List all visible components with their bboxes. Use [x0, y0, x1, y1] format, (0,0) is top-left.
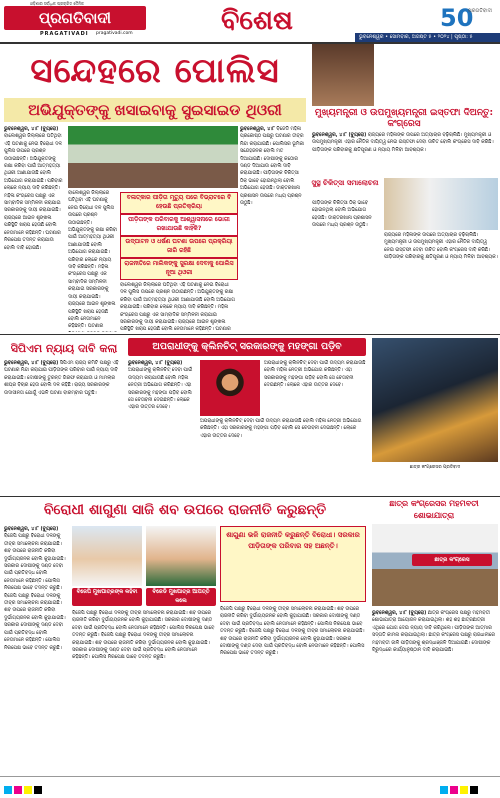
- second-story-block: [4, 360, 124, 494]
- student-congress-photo: [372, 524, 498, 606]
- right-mid-caption-block: [372, 464, 498, 494]
- bottom-body-repeat: ବିଜେପି ପକ୍ଷରୁ ବିରୋଧୀ ଦଳଙ୍କୁ ତୀବ୍ର ସମାଲୋଚନା କରାଯାଇଛି। ଶବ ଉପରେ ରାଜନୀତି କରିବା ଦୁର୍ଭାଗ୍ୟଜନକ ବୋଲି କୁହାଯାଇଛି। ସରକାର ଦୋଷୀଙ୍କୁ ଦଣ୍ଡ ଦେବା ପାଇଁ ପ୍ରତିବଦ୍ଧ ବୋଲି ନେତାମାନେ କହିଛନ୍ତି। ପୋଲିସ ନିରପେକ୍ଷ ଭାବେ ତଦନ୍ତ କରୁଛି।: [4, 593, 66, 651]
- third-body: ଅପରାଧୀଙ୍କୁ କ୍ଲିନଚିଟ୍ ଦେବା ପାଇଁ ଉଦ୍ୟମ କରାଯାଉଛି ବୋଲି ମହିଳା ନେତ୍ରୀ ଅଭିଯୋଗ କରିଛନ୍ତି। ଏହା ସରକାରଙ୍କୁ ମହଙ୍ଗା ପଡ଼ିବ ବୋଲି ସେ ଚେତାବନୀ ଦେଇଛନ୍ତି। ଲୋକେ ଏହାର ଉତ୍ତର ଦେବେ।: [128, 368, 193, 411]
- lead-body: ବାଲେଶ୍ୱର ଜିଲ୍ଲାରେ ଘଟିଥିବା ଏହି ଘଟଣାକୁ ନେଇ ବିରୋଧୀ ଦଳ ପୁଲିସ ଉପରେ ପ୍ରଶ୍ନ ଉଠାଇଛନ୍ତି। ଅଭିଯୁକ୍ତଙ୍କୁ ରକ୍ଷା କରିବା ପାଇଁ ଆତ୍ମହତ୍ୟା ଥିଓରୀ ଆଣାଯାଉଛି ବୋଲି ଅଭିଯୋଗ କରାଯାଇଛି। ପରିବାର ଲୋକେ ନ୍ୟାୟ ଦାବି କରିଛନ୍ତି। ମହିଳା କଂଗ୍ରେସ ପକ୍ଷରୁ ଏକ ସାମ୍ବାଦିକ ସମ୍ମିଳନୀ କରାଯାଇ ସରକାରଙ୍କୁ ଦାୟୀ କରାଯାଇଛି। ରାଜ୍ୟରେ ଆଇନ ଶୃଙ୍ଖଳା ପରିସ୍ଥିତି ଖରାପ ହେଉଛି ବୋଲି ନେତାମାନେ କହିଛନ୍ତି। ଘଟଣାର ନିରପେକ୍ଷ ତଦନ୍ତ କରାଯାଉ ବୋଲି ଦାବି ହୋଇଛି।: [4, 134, 63, 251]
- second-story-headline: ସିପିଏମ ନ୍ୟାୟ ଦାବି କଲା: [10, 342, 118, 355]
- right-mid-caption: ଛାତ୍ର କଂଗ୍ରେସର ପ୍ରତିବାଦ: [409, 465, 461, 470]
- mid-sub-headline: ସୁସ୍ଥ ଚିକିତ୍ସା ସମାଲୋଚନା: [311, 179, 379, 187]
- congress-meeting-photo: [384, 178, 498, 230]
- leader-portrait: [200, 360, 260, 416]
- pull-quote-3: ଉଦ୍‌ଘାଟନ ଓ ଧର୍ଷଣ ଘଟଣା ଉପରେ ପ୍ରକ୍ରିୟା ଜାରି ରହିଛି: [120, 236, 238, 258]
- anniversary-badge: 50: [440, 4, 474, 32]
- masthead-tagline: ଓଡ଼ିଶାର ସର୍ବାଧିକ ପ୍ରଚାରିତ ଦୈନିକ: [30, 1, 84, 6]
- bottom-body-5: ବିଜେପି ପକ୍ଷରୁ ବିରୋଧୀ ଦଳଙ୍କୁ ତୀବ୍ର ସମାଲୋଚନା କରାଯାଇଛି। ଶବ ଉପରେ ରାଜନୀତି କରିବା ଦୁର୍ଭାଗ୍ୟଜନକ ବୋଲି କୁହାଯାଇଛି। ସରକାର ଦୋଷୀଙ୍କୁ ଦଣ୍ଡ ଦେବା ପାଇଁ ପ୍ରତିବଦ୍ଧ ବୋଲି ନେତାମାନେ କହିଛନ୍ତି। ପୋଲିସ ନିରପେକ୍ଷ ଭାବେ ତଦନ୍ତ କରୁଛି।: [220, 629, 365, 657]
- second-body: ସିପିଏମ ରାଜ୍ୟ କମିଟି ପକ୍ଷରୁ ଏହି ଘଟଣାର ନିନ୍ଦା କରାଯାଇ ପୀଡ଼ିତାଙ୍କ ପରିବାର ପାଇଁ ନ୍ୟାୟ ଦାବି କରାଯାଇଛି। ଦୋଷୀଙ୍କୁ ତୁରନ୍ତ ଗିରଫ କରାଯାଉ ଓ ମାମଲାର ଶୀଘ୍ର ବିଚାର ହେଉ ବୋଲି ଦଳ କହିଛି। ରାଜ୍ୟ ସରକାରଙ୍କ ଉଦାସୀନତା ଯୋଗୁଁ ଏଭଳି ଘଟଣା ବାରମ୍ବାର ଘଟୁଛି।: [4, 361, 119, 396]
- mid-body-repeat: ପୀଡ଼ିତାଙ୍କ ଚିକିତ୍ସା ଠିକ୍ ଭାବେ ହୋଇନଥିଲା ବୋଲି ଅଭିଯୋଗ ହେଉଛି। ଡାକ୍ତରଖାନା ପ୍ରଶାସନ ଉପରେ ମଧ୍ୟ ପ୍ରଶ୍ନ ଉଠୁଛି।: [240, 171, 302, 207]
- lead-dateline: ଭୁବନେଶ୍ୱର, ୪।୮ (ବ୍ୟୁରୋ): [4, 127, 59, 132]
- bottom-dateline: ଭୁବନେଶ୍ୱର, ୪।୮ (ବ୍ୟୁରୋ): [4, 527, 59, 532]
- bottom-story-col-1: [4, 526, 68, 772]
- victim-photo: [312, 44, 374, 106]
- third-body-2: ଅପରାଧୀଙ୍କୁ କ୍ଲିନଚିଟ୍ ଦେବା ପାଇଁ ଉଦ୍ୟମ କରାଯାଉଛି ବୋଲି ମହିଳା ନେତ୍ରୀ ଅଭିଯୋଗ କରିଛନ୍ତି। ଏହା ସରକାରଙ୍କୁ ମହଙ୍ଗା ପଡ଼ିବ ବୋଲି ସେ ଚେତାବନୀ ଦେଇଛନ୍ତି। ଲୋକେ ଏହାର ଉତ୍ତର ଦେବେ।: [200, 419, 362, 439]
- bottom-right-block: [372, 610, 498, 772]
- section-title: ବିଶେଷ: [221, 5, 293, 36]
- bottom-body: ବିଜେପି ପକ୍ଷରୁ ବିରୋଧୀ ଦଳଙ୍କୁ ତୀବ୍ର ସମାଲୋଚନା କରାଯାଇଛି। ଶବ ଉପରେ ରାଜନୀତି କରିବା ଦୁର୍ଭାଗ୍ୟଜନକ ବୋଲି କୁହାଯାଇଛି। ସରକାର ଦୋଷୀଙ୍କୁ ଦଣ୍ଡ ଦେବା ପାଇଁ ପ୍ରତିବଦ୍ଧ ବୋଲି ନେତାମାନେ କହିଛନ୍ତି। ପୋଲିସ ନିରପେକ୍ଷ ଭାବେ ତଦନ୍ତ କରୁଛି।: [4, 534, 66, 592]
- row-divider-2: [0, 496, 500, 497]
- third-dateline: ଭୁବନେଶ୍ୱର, ୪।୮ (ବ୍ୟୁରୋ): [128, 361, 183, 366]
- print-registration-strip: [0, 776, 500, 789]
- logo-subtitle: PRAGATIVADI: [40, 31, 89, 37]
- third-body-3: ଅପରାଧୀଙ୍କୁ କ୍ଲିନଚିଟ୍ ଦେବା ପାଇଁ ଉଦ୍ୟମ କରାଯାଉଛି ବୋଲି ମହିଳା ନେତ୍ରୀ ଅଭିଯୋଗ କରିଛନ୍ତି। ଏହା ସରକାରଙ୍କୁ ମହଙ୍ଗା ପଡ଼ିବ ବୋଲି ସେ ଚେତାବନୀ ଦେଇଛନ୍ତି। ଲୋକେ ଏହାର ଉତ୍ତର ଦେବେ।: [264, 361, 366, 389]
- lead-body-3: ବାଲେଶ୍ୱର ଜିଲ୍ଲାରେ ଘଟିଥିବା ଏହି ଘଟଣାକୁ ନେଇ ବିରୋଧୀ ଦଳ ପୁଲିସ ଉପରେ ପ୍ରଶ୍ନ ଉଠାଇଛନ୍ତି। ଅଭିଯୁକ୍ତଙ୍କୁ ରକ୍ଷା କରିବା ପାଇଁ ଆତ୍ମହତ୍ୟା ଥିଓରୀ ଆଣାଯାଉଛି ବୋଲି ଅଭିଯୋଗ କରାଯାଇଛି। ପରିବାର ଲୋକେ ନ୍ୟାୟ ଦାବି କରିଛନ୍ତି। ମହିଳା କଂଗ୍ରେସ ପକ୍ଷରୁ ଏକ ସାମ୍ବାଦିକ ସମ୍ମିଳନୀ କରାଯାଇ ସରକାରଙ୍କୁ ଦାୟୀ କରାଯାଇଛି। ରାଜ୍ୟରେ ଆଇନ ଶୃଙ୍ଖଳା ପରିସ୍ଥିତି ଖରାପ ହେଉଛି ବୋଲି ନେତାମାନେ କହିଛନ୍ତି। ଘଟଣାର: [120, 283, 235, 332]
- right-top-body-2: ରାଜ୍ୟରେ ମହିଳାଙ୍କ ଉପରେ ଅତ୍ୟାଚାର ବଢ଼ିଚାଲିଛି। ମୁଖ୍ୟମନ୍ତ୍ରୀ ଓ ଉପମୁଖ୍ୟମନ୍ତ୍ରୀ ଏହାର ନୈତିକ ଦାୟିତ୍ୱ ନେଇ ଇସ୍ତଫା ଦେବା ଉଚିତ ବୋଲି କଂଗ୍ରେସ ଦାବି କରିଛି। ପୀଡ଼ିତାଙ୍କ ପରିବାରକୁ କ୍ଷତିପୂରଣ ଓ ନ୍ୟାୟ ମିଳିବା ଆବଶ୍ୟକ।: [384, 233, 498, 261]
- pull-quote-4: ରାଜନୀତିରେ ମାଲିକଙ୍କୁ ସୁରକ୍ଷା ଦେବାକୁ ପୋଲିସ ନୂଆ ଥିଓରୀ: [120, 258, 238, 280]
- mid-sub-block: [312, 200, 380, 332]
- lead-subheadline: ଅଭିଯୁକ୍ତଙ୍କୁ ଖସାଇବାକୁ ସୁଇସାଇଡ ଥିଓରୀ: [4, 98, 306, 122]
- bottom-right-headline: ଛାତ୍ର କଂଗ୍ରେସର ମହମବତୀ ଶୋଭାଯାତ୍ରା: [389, 499, 479, 520]
- bottom-story-col-3: [220, 606, 366, 772]
- page-dateline: ଭୁବନେଶ୍ୱର • ସୋମବାର, ଅଗଷ୍ଟ ୫ • ୨୦୨୪ | ପୃଷ୍ଠା: ୫: [355, 33, 500, 42]
- third-story-block-3: [264, 360, 366, 416]
- mid-body: ବିଜେଡି ମହିଳା ପ୍ରକୋଷ୍ଠ ପକ୍ଷରୁ ଘଟଣାର ତୀବ୍ର ନିନ୍ଦା କରାଯାଇଛି। ପୋଲିସର ଭୂମିକା ସନ୍ଦେହଜନକ ବୋଲି ମତ ଦିଆଯାଇଛି। ଦୋଷୀଙ୍କୁ କଠୋର ଦଣ୍ଡ ଦିଆଯାଉ ବୋଲି ଦାବି କରାଯାଇଛି।: [240, 127, 305, 177]
- pull-quote-2: ପୀଡ଼ିତାଙ୍କ ପରିବାରକୁ ଆଶ୍ୱାସନାରେ ଭୋଗୀ ରଖାଯାଉଛି କାହିଁକି?: [120, 214, 238, 236]
- candle-march-photo: [372, 338, 498, 462]
- third-story-headline: ଅପରାଧୀଙ୍କୁ କ୍ଲିନଚିଟ୍ ସରକାରଙ୍କୁ ମହଙ୍ଗା ପଡ଼ିବ: [128, 338, 366, 356]
- right-top-headline: ମୁଖ୍ୟମନ୍ତ୍ରୀ ଓ ଉପମୁଖ୍ୟମନ୍ତ୍ରୀ ଇସ୍ତଫା ଦିଅନ୍ତୁ: କଂଗ୍ରେସ: [314, 108, 494, 129]
- website-text: pragativadi.com: [96, 31, 133, 36]
- cmyk-marks-left: [4, 779, 44, 798]
- right-top-body-block: [312, 132, 498, 176]
- bottom-right-body: ଛାତ୍ର କଂଗ୍ରେସ ପକ୍ଷରୁ ମହମବତୀ ଶୋଭାଯାତ୍ରା ଆୟୋଜନ କରାଯାଇଥିଲା। ଶହ ଶହ ଛାତ୍ରଛାତ୍ରୀ ଏଥିରେ ଯୋଗ ଦେଇ ନ୍ୟାୟ ଦାବି କରିଥିଲେ। ପୀଡ଼ିତାଙ୍କ ଆତ୍ମାର ସଦ୍‌ଗତି କାମନା କରାଯାଇଥିଲା।: [372, 611, 492, 639]
- bottom-body-4: ବିଜେପି ପକ୍ଷରୁ ବିରୋଧୀ ଦଳଙ୍କୁ ତୀବ୍ର ସମାଲୋଚନା କରାଯାଇଛି। ଶବ ଉପରେ ରାଜନୀତି କରିବା ଦୁର୍ଭାଗ୍ୟଜନକ ବୋଲି କୁହାଯାଇଛି। ସରକାର ଦୋଷୀଙ୍କୁ ଦଣ୍ଡ ଦେବା ପାଇଁ ପ୍ରତିବଦ୍ଧ ବୋଲି ନେତାମାନେ କହିଛନ୍ତି। ପୋଲିସ ନିରପେକ୍ଷ ଭାବେ ତଦନ୍ତ କରୁଛି।: [220, 607, 363, 635]
- right-top-body-2-block: [384, 232, 498, 332]
- mid-sub-body: ପୀଡ଼ିତାଙ୍କ ଚିକିତ୍ସା ଠିକ୍ ଭାବେ ହୋଇନଥିଲା ବୋଲି ଅଭିଯୋଗ ହେଉଛି। ଡାକ୍ତରଖାନା ପ୍ରଶାସନ ଉପରେ ମଧ୍ୟ ପ୍ରଶ୍ନ ଉଠୁଛି।: [312, 201, 372, 229]
- row-divider: [0, 334, 500, 335]
- third-story-block: [128, 360, 196, 494]
- lead-body-2: ବାଲେଶ୍ୱର ଜିଲ୍ଲାରେ ଘଟିଥିବା ଏହି ଘଟଣାକୁ ନେଇ ବିରୋଧୀ ଦଳ ପୁଲିସ ଉପରେ ପ୍ରଶ୍ନ ଉଠାଇଛନ୍ତି। ଅଭିଯୁକ୍ତଙ୍କୁ ରକ୍ଷା କରିବା ପାଇଁ ଆତ୍ମହତ୍ୟା ଥିଓରୀ ଆଣାଯାଉଛି ବୋଲି ଅଭିଯୋଗ କରାଯାଇଛି। ପରିବାର ଲୋକେ ନ୍ୟାୟ ଦାବି କରିଛନ୍ତି। ମହିଳା କଂଗ୍ରେସ ପକ୍ଷରୁ ଏକ ସାମ୍ବାଦିକ ସମ୍ମିଳନୀ କରାଯାଇ ସରକାରଙ୍କୁ ଦାୟୀ କରାଯାଇଛି। ରାଜ୍ୟରେ ଆଇନ ଶୃଙ୍ଖଳା ପରିସ୍ଥିତି ଖରାପ ହେଉଛି ବୋଲି ନେତାମାନେ କହିଛନ୍ତି। ଘଟଣାର: [68, 191, 118, 330]
- lead-press-photo: [68, 126, 238, 188]
- anniversary-badge-text: ପ୍ରଗତିବାଦୀ: [468, 8, 493, 14]
- bjd-caption: ବିଜେଡି ମୁଖପାତ୍ର ଆପତ୍ତି କଲେ: [146, 588, 216, 606]
- bottom-right-body-repeat: ଛାତ୍ର କଂଗ୍ରେସ ପକ୍ଷରୁ ରାଜଧାନୀରେ ମହମବତୀ ଜାଳି ପୀଡ଼ିତାଙ୍କୁ ଶ୍ରଦ୍ଧାଞ୍ଜଳି ଦିଆଯାଇଛି। ଦୋଷୀଙ୍କ ବିରୁଦ୍ଧରେ କାର୍ଯ୍ୟାନୁଷ୍ଠାନ ଦାବି କରାଯାଇଛି।: [372, 633, 495, 654]
- mid-column: [240, 126, 306, 332]
- bottom-body-3: ବିଜେପି ପକ୍ଷରୁ ବିରୋଧୀ ଦଳଙ୍କୁ ତୀବ୍ର ସମାଲୋଚନା କରାଯାଇଛି। ଶବ ଉପରେ ରାଜନୀତି କରିବା ଦୁର୍ଭାଗ୍ୟଜନକ ବୋଲି କୁହାଯାଇଛି। ସରକାର ଦୋଷୀଙ୍କୁ ଦଣ୍ଡ ଦେବା ପାଇଁ ପ୍ରତିବଦ୍ଧ ବୋଲି ନେତାମାନେ କହିଛନ୍ତି। ପୋଲିସ ନିରପେକ୍ଷ ଭାବେ ତଦନ୍ତ କରୁଛି।: [72, 633, 210, 661]
- bottom-quote-box: ଶାଗୁଣା ଭଳି ରାଜନୀତି କରୁଛନ୍ତି ବିରୋଧୀ। ସରକାର ପୀଡ଼ିତାଙ୍କ ପରିବାର ସହ ଅଛନ୍ତି।: [220, 526, 366, 602]
- protest-banner: ଛାତ୍ର କଂଗ୍ରେସ: [412, 554, 492, 566]
- lead-headline: ସନ୍ଦେହରେ ପୋଲିସ: [30, 51, 280, 91]
- bottom-story-col-2: [72, 610, 216, 772]
- second-dateline: ଭୁବନେଶ୍ୱର, ୪।୮ (ବ୍ୟୁରୋ): [4, 361, 59, 366]
- bottom-right-dateline: ଭୁବନେଶ୍ୱର, ୪।୮ (ବ୍ୟୁରୋ): [372, 611, 427, 616]
- lead-column-3: [120, 282, 236, 332]
- lead-column-2: [68, 190, 118, 332]
- newspaper-logo: ପ୍ରଗତିବାଦୀ: [4, 6, 146, 30]
- right-top-dateline: ଭୁବନେଶ୍ୱର, ୪।୮ (ବ୍ୟୁରୋ): [312, 133, 367, 138]
- cmyk-marks-right: [440, 779, 480, 798]
- right-top-body: ରାଜ୍ୟରେ ମହିଳାଙ୍କ ଉପରେ ଅତ୍ୟାଚାର ବଢ଼ିଚାଲିଛି। ମୁଖ୍ୟମନ୍ତ୍ରୀ ଓ ଉପମୁଖ୍ୟମନ୍ତ୍ରୀ ଏହାର ନୈତିକ ଦାୟିତ୍ୱ ନେଇ ଇସ୍ତଫା ଦେବା ଉଚିତ ବୋଲି କଂଗ୍ରେସ ଦାବି କରିଛି। ପୀଡ଼ିତାଙ୍କ ପରିବାରକୁ କ୍ଷତିପୂରଣ ଓ ନ୍ୟାୟ ମିଳିବା ଆବଶ୍ୟକ।: [312, 133, 494, 153]
- mid-dateline: ଭୁବନେଶ୍ୱର, ୪।୮: [240, 127, 275, 132]
- third-story-block-2: [200, 418, 366, 494]
- bjp-caption: ବିଜେପି ମୁଖପାତ୍ରଙ୍କ କହିବା: [72, 588, 142, 606]
- pull-quote-1: ବଳାତ୍କାର ପୀଡ଼ିତା ମୃତ୍ୟୁ ପରେ ବିଭ୍ରାଟରେ ବି ହେଉଛି ପ୍ରତିକ୍ରିୟା: [120, 192, 238, 214]
- bjd-leader-photo: [146, 526, 216, 586]
- bjp-leader-photo: [72, 526, 142, 586]
- bottom-story-headline: ବିରୋଧୀ ଶାଗୁଣା ସାଜି ଶବ ଉପରେ ରାଜନୀତି କରୁଛନ୍ତି: [43, 502, 327, 518]
- bottom-body-2: ବିଜେପି ପକ୍ଷରୁ ବିରୋଧୀ ଦଳଙ୍କୁ ତୀବ୍ର ସମାଲୋଚନା କରାଯାଇଛି। ଶବ ଉପରେ ରାଜନୀତି କରିବା ଦୁର୍ଭାଗ୍ୟଜନକ ବୋଲି କୁହାଯାଇଛି। ସରକାର ଦୋଷୀଙ୍କୁ ଦଣ୍ଡ ଦେବା ପାଇଁ ପ୍ରତିବଦ୍ଧ ବୋଲି ନେତାମାନେ କହିଛନ୍ତି। ପୋଲିସ ନିରପେକ୍ଷ ଭାବେ ତଦନ୍ତ କରୁଛି।: [72, 611, 215, 639]
- lead-column-1: [4, 126, 64, 332]
